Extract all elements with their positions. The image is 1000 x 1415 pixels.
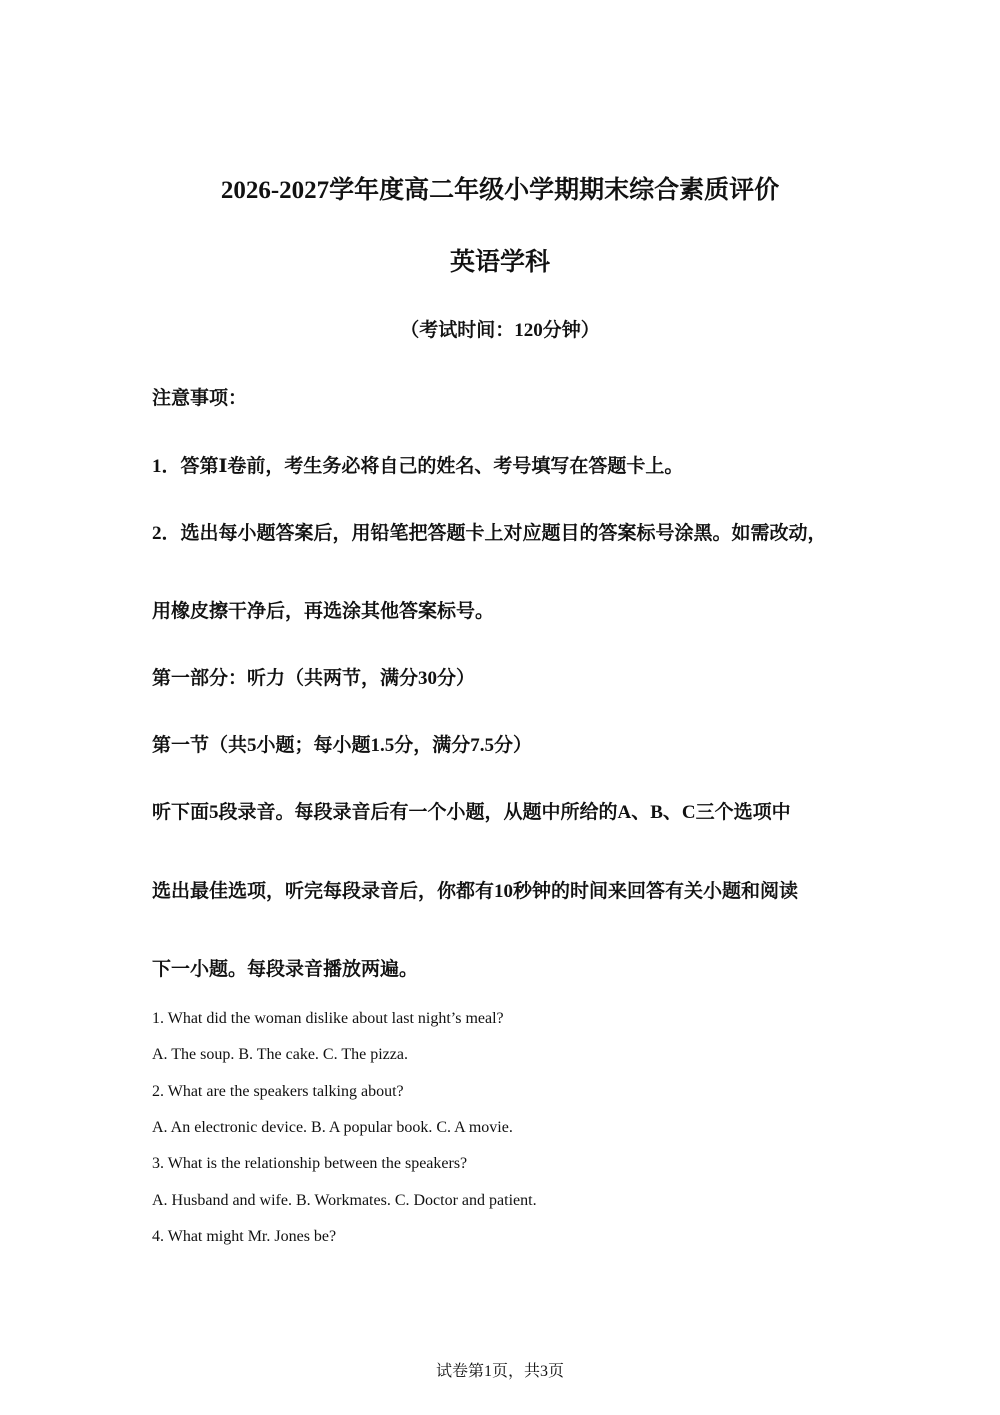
exam-time: （考试时间：120分钟） <box>400 320 600 341</box>
question-1-options: A. The soup. B. The cake. C. The pizza. <box>152 1046 408 1063</box>
question-2-options: A. An electronic device. B. A popular book. C. A movie. <box>152 1119 513 1136</box>
question-3-options: A. Husband and wife. B. Workmates. C. Doctor and patient. <box>152 1192 537 1209</box>
page-footer: 试卷第1页，共3页 <box>435 1363 564 1380</box>
note-item-2-line-1: 2．选出每小题答案后，用铅笔把答题卡上对应题目的答案标号涂黑。如需改动， <box>152 523 827 544</box>
question-3: 3. What is the relationship between the speakers? <box>152 1155 468 1172</box>
question-4: 4. What might Mr. Jones be? <box>152 1228 337 1245</box>
subject-title: 英语学科 <box>449 249 550 276</box>
question-1: 1. What did the woman dislike about last night’s meal? <box>152 1010 504 1027</box>
section1-heading: 第一节（共5小题；每小题1.5分，满分7.5分） <box>152 735 533 756</box>
question-2: 2. What are the speakers talking about? <box>152 1083 404 1100</box>
instruction-line-3: 下一小题。每段录音播放两遍。 <box>152 959 419 980</box>
part1-heading: 第一部分：听力（共两节，满分30分） <box>152 668 476 689</box>
instruction-line-2: 选出最佳选项，听完每段录音后，你都有10秒钟的时间来回答有关小题和阅读 <box>152 881 799 902</box>
notes-heading: 注意事项： <box>152 388 248 409</box>
note-item-1: 1．答第Ⅰ卷前，考生务必将自己的姓名、考号填写在答题卡上。 <box>152 456 684 477</box>
exam-title: 2026-2027学年度高二年级小学期期末综合素质评价 <box>220 177 780 204</box>
note-item-2-line-2: 用橡皮擦干净后，再选涂其他答案标号。 <box>152 601 495 622</box>
instruction-line-1: 听下面5段录音。每段录音后有一个小题，从题中所给的A、B、C三个选项中 <box>152 802 791 823</box>
